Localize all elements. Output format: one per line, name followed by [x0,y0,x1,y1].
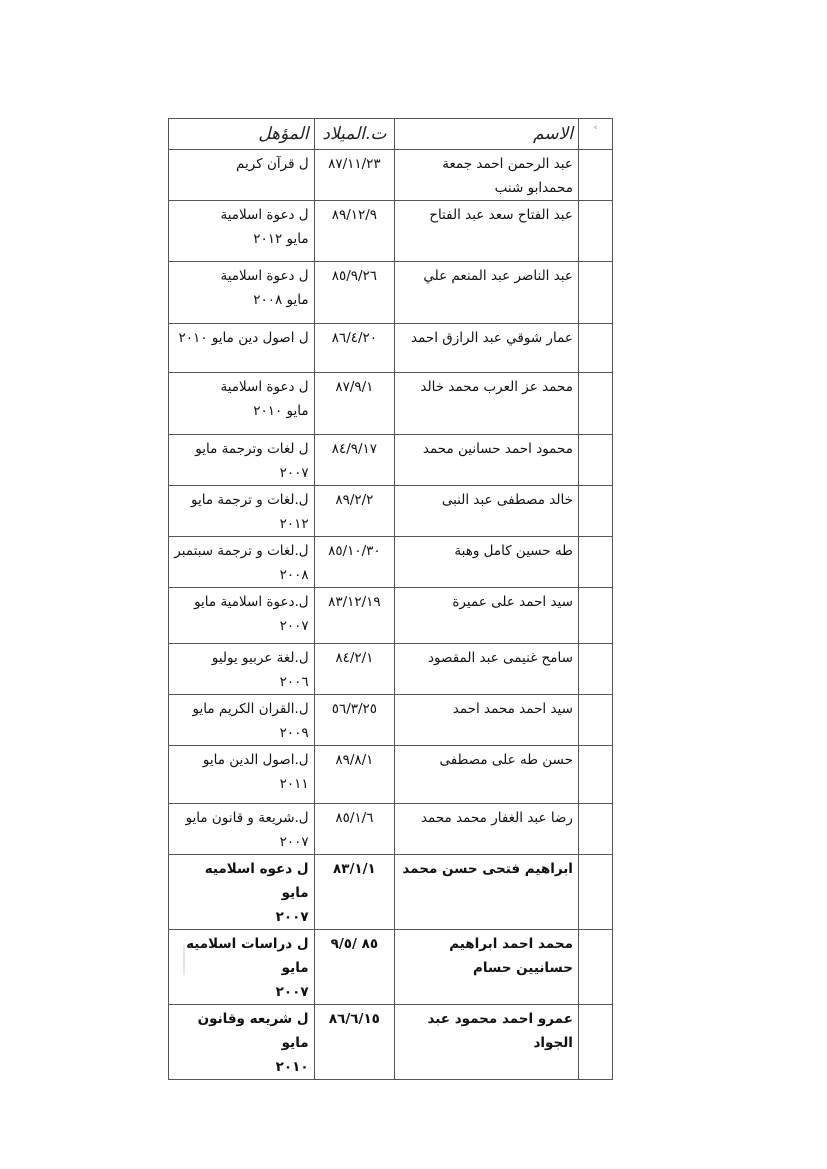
row-birth-date: ٨٣/١٢/١٩ [314,588,395,644]
qualification-line-1: ل دعوة اسلامية [220,379,309,395]
row-birth-date: ٨٥/١/٦ [314,804,395,855]
row-qualification [169,804,315,855]
row-qualification [169,150,315,201]
row-name: حسن طه على مصطفى [395,746,579,804]
table-row [169,537,613,588]
table-row [169,150,613,201]
row-mark-cell [578,746,612,804]
table-header-row [169,119,613,150]
row-mark-cell [578,804,612,855]
row-qualification [169,695,315,746]
qualification-line-1: ل.شريعة و قانون مايو [185,810,309,826]
row-qualification [169,537,315,588]
table-row [169,324,613,373]
row-birth-date: ٨٥ /٩/٥ [314,930,395,1005]
qualification-line-1: ل.لغة عربيو يوليو [211,650,309,666]
row-birth-date: ٨٥/١٠/٣٠ [314,537,395,588]
row-birth-date: ٨٩/١٢/٩ [314,201,395,262]
row-mark-cell [578,644,612,695]
row-name: عبد الناصر عبد المنعم علي [395,262,579,324]
table-row [169,930,613,1005]
row-qualification [169,855,315,930]
row-birth-date: ٨٥/٩/٢٦ [314,262,395,324]
qualification-line-2: ٢٠٠٩ [279,725,309,741]
row-mark-cell [578,150,612,201]
row-qualification [169,262,315,324]
table-row [169,746,613,804]
row-name: سيد احمد محمد احمد [395,695,579,746]
row-mark-cell [578,435,612,486]
row-name: خالد مصطفى عبد النبى [395,486,579,537]
table-row [169,588,613,644]
qualification-line-1: ل شريعه وقانون مايو [197,1011,309,1051]
row-birth-date: ٨٤/٩/١٧ [314,435,395,486]
row-name: محمد احمد ابراهيم حسانيين حسام [395,930,579,1005]
qualification-line-2: ٢٠٠٦ [279,674,309,690]
row-name: عبد الفتاح سعد عبد الفتاح [395,201,579,262]
qualification-line-2: ٢٠٠٧ [279,465,309,481]
employees-table [168,118,613,1080]
table-row [169,201,613,262]
qualification-line-2: ٢٠٠٧ [279,618,309,634]
row-birth-date: ٥٦/٣/٢٥ [314,695,395,746]
row-mark-cell [578,537,612,588]
row-qualification [169,644,315,695]
row-name: ابراهيم فتحى حسن محمد [395,855,579,930]
qualification-line-2: ٢٠٠٨ [279,567,309,583]
qualification-line-2: ٢٠٠٧ [279,834,309,850]
table-row [169,804,613,855]
row-name: عمار شوقي عبد الرازق احمد [395,324,579,373]
qualification-line-1: ل دعوه اسلاميه مايو [204,861,309,901]
qualification-line-1: ل.القران الكريم مايو [192,701,309,717]
row-mark-cell [578,930,612,1005]
row-birth-date: ٨٩/٨/١ [314,746,395,804]
row-mark-cell [578,1005,612,1080]
qualification-line-1: ل.لغات و ترجمة مايو [191,492,309,508]
qualification-line-1: ل قرآن كريم [236,156,309,172]
row-name: عبد الرحمن احمد جمعة محمدابو شنب [395,150,579,201]
row-name: سامح غنيمى عبد المقصود [395,644,579,695]
table-row [169,1005,613,1080]
row-birth-date: ٨٤/٢/١ [314,644,395,695]
row-qualification [169,373,315,435]
qualification-line-1: ل.اصول الدين مايو [202,752,309,768]
qualification-line-1: ل.دعوة اسلامية مايو [194,594,309,610]
row-name: رضا عبد الغفار محمد محمد [395,804,579,855]
row-qualification [169,201,315,262]
row-qualification [169,324,315,373]
row-mark-cell [578,855,612,930]
header-mark-cell: ˂ [578,119,612,150]
row-qualification [169,930,315,1005]
table-row [169,262,613,324]
qualification-line-1: ل دعوة اسلامية [220,207,309,223]
qualification-line-1: ل اصول دين مايو ٢٠١٠ [178,330,309,346]
qualification-line-2: ٢٠١٠ [275,1059,309,1075]
table-row [169,373,613,435]
row-mark-cell [578,695,612,746]
row-qualification [169,588,315,644]
row-qualification [169,486,315,537]
header-qualification: المؤهل [169,119,315,150]
row-birth-date: ٨٣/١/١ [314,855,395,930]
row-name: محمد عز العرب محمد خالد [395,373,579,435]
table-row [169,435,613,486]
qualification-line-1: ل.لغات و ترجمة سبتمبر [174,543,309,559]
row-birth-date: ٨٦/٤/٢٠ [314,324,395,373]
row-name: عمرو احمد محمود عبد الجواد [395,1005,579,1080]
table-row [169,855,613,930]
row-mark-cell [578,262,612,324]
qualification-line-2: ٢٠١١ [279,776,309,792]
row-qualification [169,435,315,486]
table-row [169,695,613,746]
row-mark-cell [578,486,612,537]
row-name: سيد احمد على عميرة [395,588,579,644]
row-name: طه حسين كامل وهبة [395,537,579,588]
row-birth-date: ٨٦/٦/١٥ [314,1005,395,1080]
qualification-line-2: ٢٠١٢ [279,516,309,532]
row-mark-cell [578,201,612,262]
header-name: الاسم [395,119,579,150]
row-name: محمود احمد حسانين محمد [395,435,579,486]
qualification-line-2: مايو ٢٠١٢ [253,231,309,247]
row-mark-cell [578,588,612,644]
row-qualification [169,746,315,804]
row-birth-date: ٨٧/١١/٢٣ [314,150,395,201]
qualification-line-1: ل دراسات اسلاميه مايو [186,936,309,976]
qualification-line-2: مايو ٢٠٠٨ [253,292,309,308]
row-birth-date: ٨٩/٢/٢ [314,486,395,537]
row-mark-cell [578,373,612,435]
qualification-line-2: مايو ٢٠١٠ [253,403,309,419]
qualification-line-2: ٢٠٠٧ [275,909,309,925]
row-birth-date: ٨٧/٩/١ [314,373,395,435]
table-row [169,486,613,537]
qualification-line-2: ٢٠٠٧ [275,984,309,1000]
qualification-line-1: ل دعوة اسلامية [220,268,309,284]
qualification-line-1: ل لغات وترجمة مايو [195,441,309,457]
table-row [169,644,613,695]
header-birth-date: ت.الميلاد [314,119,395,150]
row-qualification [169,1005,315,1080]
row-mark-cell [578,324,612,373]
